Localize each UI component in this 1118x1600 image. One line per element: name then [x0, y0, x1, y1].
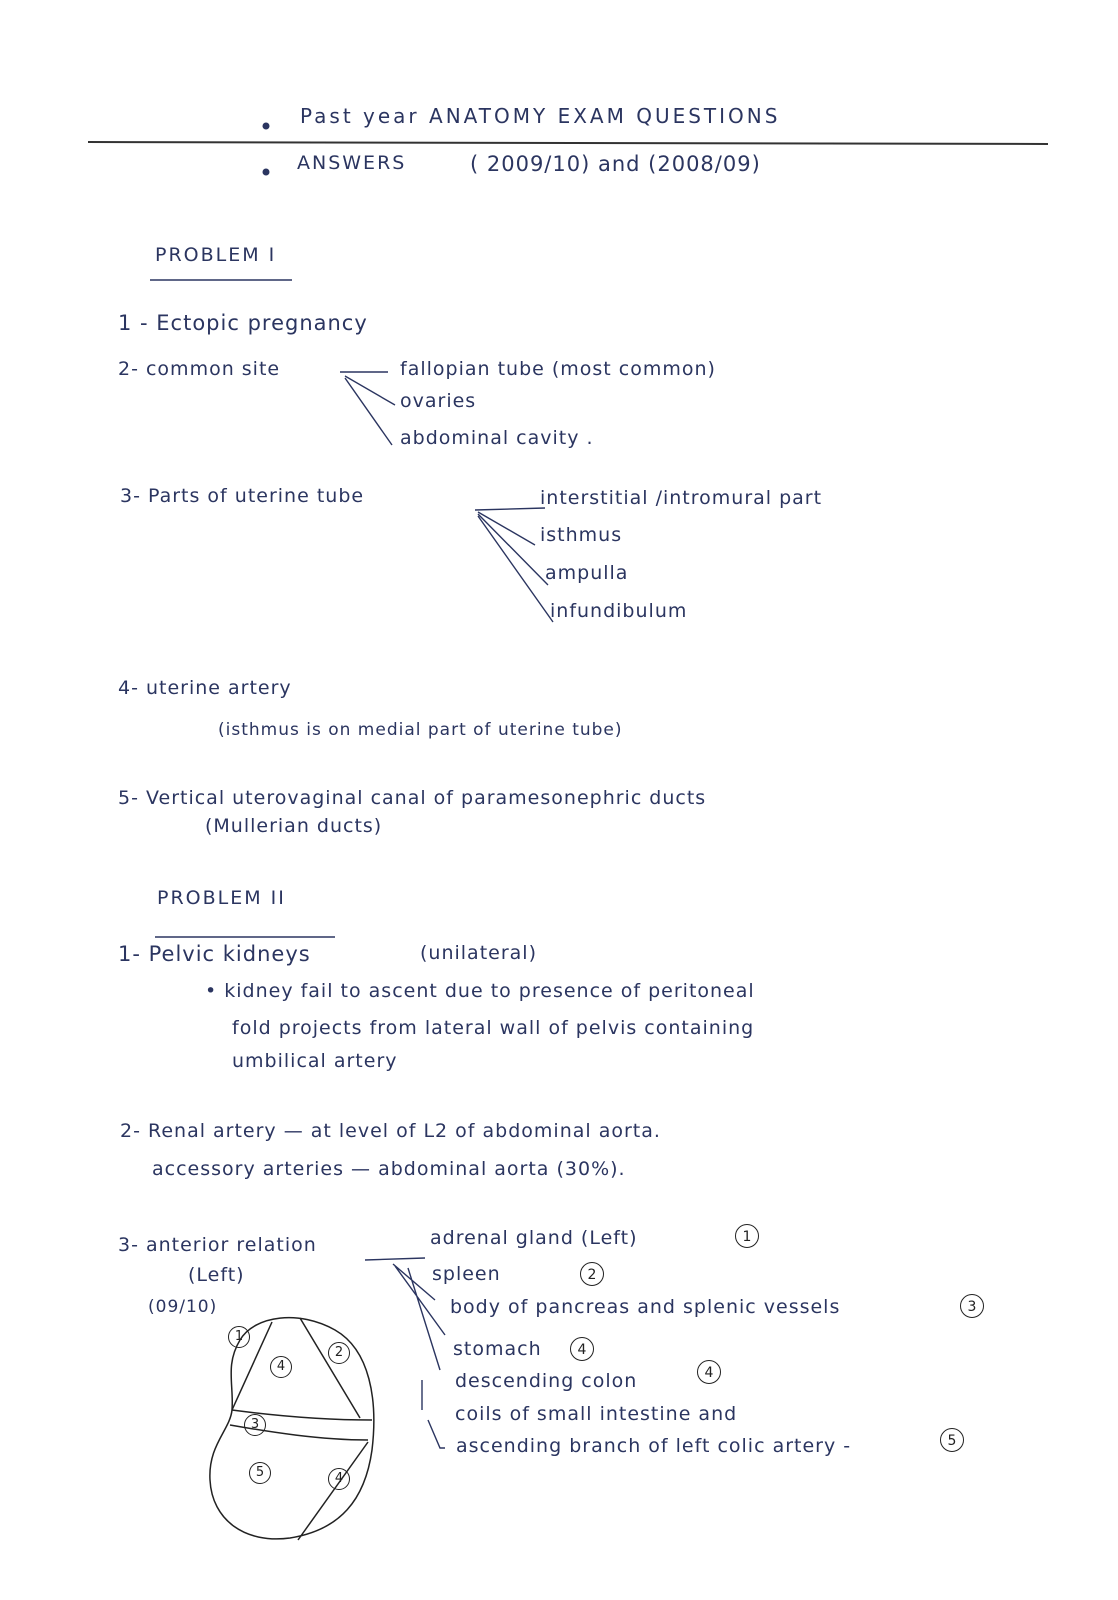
relation-item: body of pancreas and splenic vessels — [450, 1296, 841, 1318]
p1-q3-item: interstitial /intromural part — [540, 487, 823, 509]
p1-q5-cont: (Mullerian ducts) — [205, 815, 383, 837]
p2-q1-text: fold projects from lateral wall of pelvis containing — [232, 1017, 755, 1039]
kidney-region-label: 5 — [249, 1462, 271, 1484]
relation-item: descending colon — [455, 1370, 638, 1392]
p1-q3: 3- Parts of uterine tube — [120, 485, 365, 507]
relation-number: 4 — [697, 1360, 721, 1384]
relation-item: ascending branch of left colic artery - — [456, 1435, 852, 1457]
p2-q2-b: accessory arteries — abdominal aorta (30%). — [152, 1158, 626, 1180]
kidney-region-label: 4 — [328, 1468, 350, 1490]
p1-q4-note: (isthmus is on medial part of uterine tube) — [218, 720, 623, 740]
kidney-region-label: 3 — [244, 1414, 266, 1436]
kidney-region-label: 2 — [328, 1342, 350, 1364]
problem-2-title: PROBLEM II — [157, 887, 286, 909]
kidney-region-label: 1 — [228, 1326, 250, 1348]
p2-q1-text: umbilical artery — [232, 1050, 398, 1072]
p2-q3-side: (Left) — [188, 1264, 245, 1286]
relation-number: 4 — [570, 1337, 594, 1361]
p1-q3-item: isthmus — [540, 524, 623, 546]
p1-q2-item: ovaries — [400, 390, 477, 412]
p1-q2-item: abdominal cavity . — [400, 427, 594, 449]
header-title: Past year ANATOMY EXAM QUESTIONS — [300, 104, 781, 128]
relation-item: adrenal gland (Left) — [430, 1227, 638, 1249]
header-answers-label: ANSWERS — [297, 152, 407, 174]
p2-q2-a: 2- Renal artery — at level of L2 of abdominal aorta. — [120, 1120, 661, 1142]
p1-q2-item: fallopian tube (most common) — [400, 358, 716, 380]
header-years: ( 2009/10) and (2008/09) — [470, 152, 761, 176]
p1-q5: 5- Vertical uterovaginal canal of paramesonephric ducts — [118, 787, 707, 809]
relation-number: 1 — [735, 1224, 759, 1248]
relation-number: 3 — [960, 1294, 984, 1318]
p1-q4: 4- uterine artery — [118, 677, 292, 699]
p1-q2: 2- common site — [118, 358, 281, 380]
p2-q1: 1- Pelvic kidneys — [118, 942, 311, 966]
relation-number: 5 — [940, 1428, 964, 1452]
p2-q1-note: (unilateral) — [420, 942, 537, 964]
p2-q3: 3- anterior relation — [118, 1234, 317, 1256]
relation-item: spleen — [432, 1263, 501, 1285]
relation-item: stomach — [453, 1338, 542, 1360]
relation-number: 2 — [580, 1262, 604, 1286]
p2-q1-text: • kidney fail to ascent due to presence of peritoneal — [205, 980, 755, 1002]
problem-1-title: PROBLEM I — [155, 244, 277, 266]
p1-q1: 1 - Ectopic pregnancy — [118, 311, 368, 335]
kidney-region-label: 4 — [270, 1356, 292, 1378]
p1-q3-item: ampulla — [545, 562, 629, 584]
relation-item: coils of small intestine and — [455, 1403, 738, 1425]
p1-q3-item: infundibulum — [550, 600, 688, 622]
p2-q3-year: (09/10) — [148, 1297, 218, 1317]
